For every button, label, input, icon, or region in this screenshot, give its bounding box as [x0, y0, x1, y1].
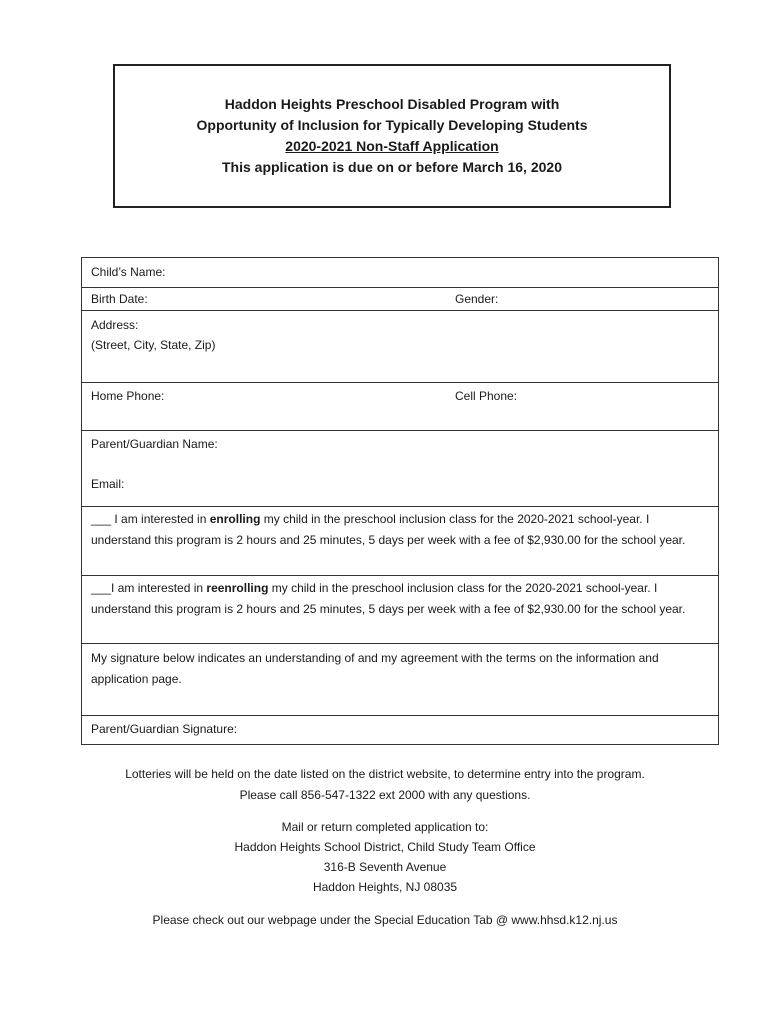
- street-address-line: 316-B Seventh Avenue: [323, 860, 447, 874]
- due-date-line: This application is due on or before March 16, 2020: [222, 159, 562, 175]
- title-line-3: 2020-2021 Non-Staff Application: [285, 138, 499, 154]
- city-address-line: Haddon Heights, NJ 08035: [312, 880, 458, 894]
- home-phone-label: Home Phone:: [91, 389, 165, 403]
- email-label: Email:: [91, 477, 125, 491]
- signature-label: Parent/Guardian Signature:: [91, 722, 238, 736]
- guardian-name-label: Parent/Guardian Name:: [91, 437, 218, 451]
- reenroll-option-text: ___I am interested in reenrolling my child in the preschool inclusion class for the 2020-2021 school-year. I understand this program is 2 hours and 25 minutes, 5 days per week with a fee of $2,930.00 for the school year.: [91, 581, 686, 616]
- title-line-1: Haddon Heights Preschool Disabled Program with: [224, 96, 560, 112]
- office-address-line: Haddon Heights School District, Child Study Team Office: [234, 840, 536, 854]
- mail-instructions: Mail or return completed application to:: [281, 820, 489, 834]
- address-hint: (Street, City, State, Zip): [91, 338, 216, 352]
- enroll-option-row[interactable]: [82, 506, 718, 575]
- guardian-row[interactable]: [82, 430, 718, 506]
- cell-phone-label: Cell Phone:: [455, 389, 518, 403]
- gender-label: Gender:: [455, 292, 499, 306]
- birth-date-label: Birth Date:: [91, 292, 148, 306]
- agreement-text: My signature below indicates an understanding of and my agreement with the terms on the information and application page.: [91, 651, 659, 686]
- phone-row: [82, 382, 718, 430]
- agreement-row: [82, 643, 718, 715]
- signature-row[interactable]: [82, 715, 718, 745]
- application-form: [81, 257, 719, 745]
- enroll-option-text: ___ I am interested in enrolling my child in the preschool inclusion class for the 2020-2021 school-year. I understand this program is 2 hours and 25 minutes, 5 days per week with a fee of $2,930.00 for the school year.: [91, 512, 686, 547]
- child-name-row[interactable]: [82, 258, 718, 287]
- contact-phone-note: Please call 856-547-1322 ext 2000 with any questions.: [239, 788, 531, 802]
- webpage-note: Please check out our webpage under the Special Education Tab @ www.hhsd.k12.nj.us: [152, 913, 618, 927]
- title-line-2: Opportunity of Inclusion for Typically Developing Students: [196, 117, 588, 133]
- address-row[interactable]: [82, 310, 718, 382]
- birth-gender-row: [82, 287, 718, 310]
- title-box: [113, 64, 671, 208]
- child-name-label: Child’s Name:: [91, 265, 166, 279]
- address-label: Address:: [91, 318, 139, 332]
- reenroll-option-row[interactable]: [82, 575, 718, 643]
- lottery-note: Lotteries will be held on the date listed on the district website, to determine entry into the program.: [125, 767, 645, 781]
